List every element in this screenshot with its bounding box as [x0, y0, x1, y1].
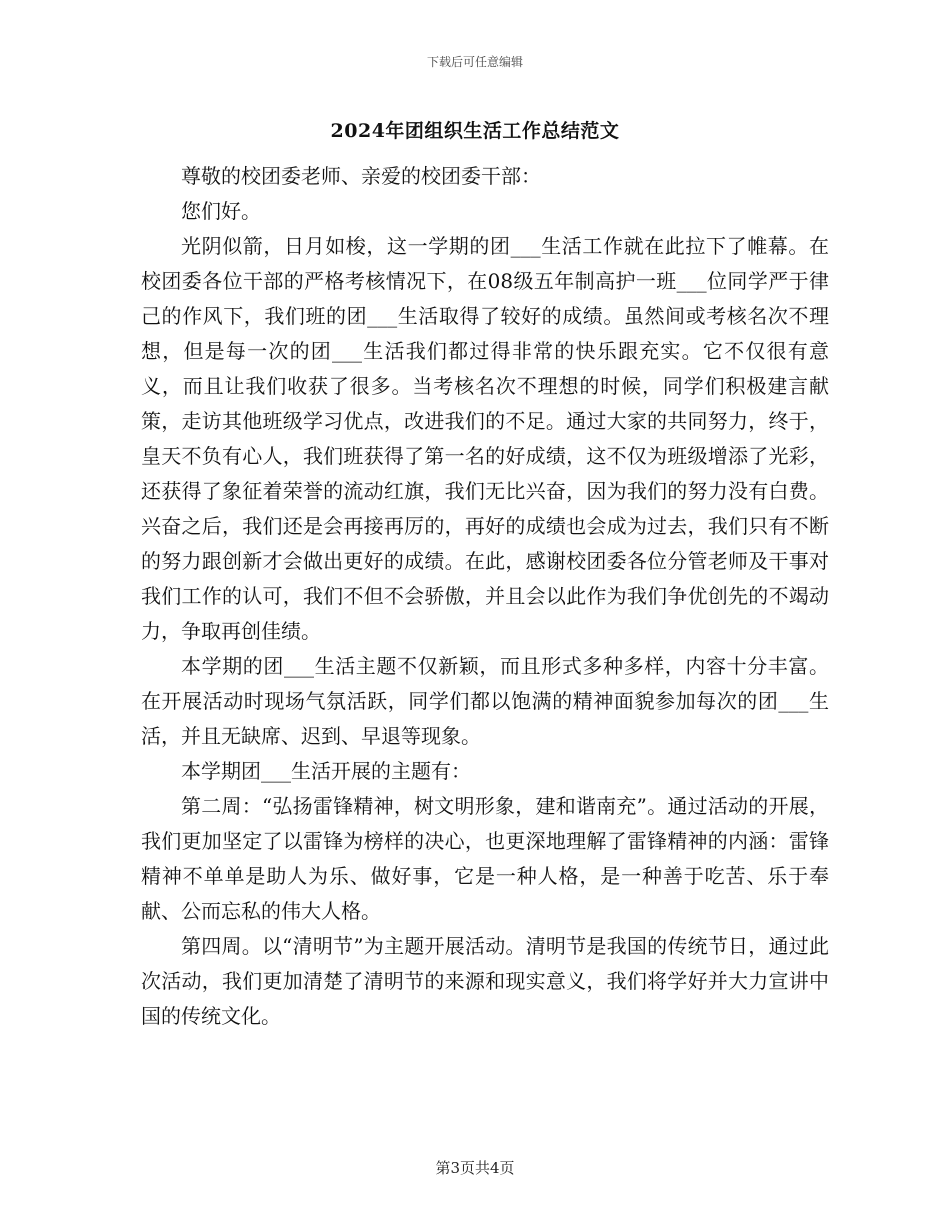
greeting: 您们好。: [181, 199, 261, 223]
paragraph-intro: 光阴似箭，日月如梭，这一学期的团___生活工作就在此拉下了帷幕。在校团委各位干部的严格考核情况下，在08级五年制高护一班___位同学严于律己的作风下，我们班的团___生活取得了较好的成绩。虽然间或考核名次不理想，但是每一次的团___生活我们都过得非常的快乐跟充实。它不仅很有意义，而且让我们收获了很多。当考核名次不理想的时候，同学们积极建言献策，走访其他班级学习优点，改进我们的不足。通过大家的共同努力，终于，皇天不负有心人，我们班获得了第一名的好成绩，这不仅为班级增添了光彩，还获得了象征着荣誉的流动红旗，我们无比兴奋，因为我们的努力没有白费。兴奋之后，我们还是会再接再厉的，再好的成绩也会成为过去，我们只有不断的努力跟创新才会做出更好的成绩。在此，感谢校团委各位分管老师及干事对我们工作的认可，我们不但不会骄傲，并且会以此作为我们争优创先的不竭动力，争取再创佳绩。: [141, 234, 829, 643]
header-note: 下载后可任意编辑: [426, 55, 523, 69]
paragraph-themes-heading: 本学期团___生活开展的主题有：: [181, 759, 471, 783]
salutation: 尊敬的校团委老师、亲爱的校团委干部：: [181, 164, 541, 188]
paragraph-themes-overview: 本学期的团___生活主题不仅新颖，而且形式多种多样，内容十分丰富。在开展活动时现场气氛活跃，同学们都以饱满的精神面貌参加每次的团___生活，并且无缺席、迟到、早退等现象。: [141, 654, 829, 748]
page-number-footer: 第3页共4页: [435, 1159, 515, 1177]
document-title: 2024年团组织生活工作总结范文: [330, 120, 620, 142]
document-body: [141, 159, 829, 1034]
paragraph-week-four: 第四周。以“清明节”为主题开展活动。清明节是我国的传统节日，通过此次活动，我们更加清楚了清明节的来源和现实意义，我们将学好并大力宣讲中国的传统文化。: [141, 934, 829, 1028]
paragraph-week-two: 第二周：“弘扬雷锋精神，树文明形象，建和谐南充”。通过活动的开展，我们更加坚定了以雷锋为榜样的决心，也更深地理解了雷锋精神的内涵：雷锋精神不单单是助人为乐、做好事，它是一种人格，是一种善于吃苦、乐于奉献、公而忘私的伟大人格。: [141, 794, 829, 923]
